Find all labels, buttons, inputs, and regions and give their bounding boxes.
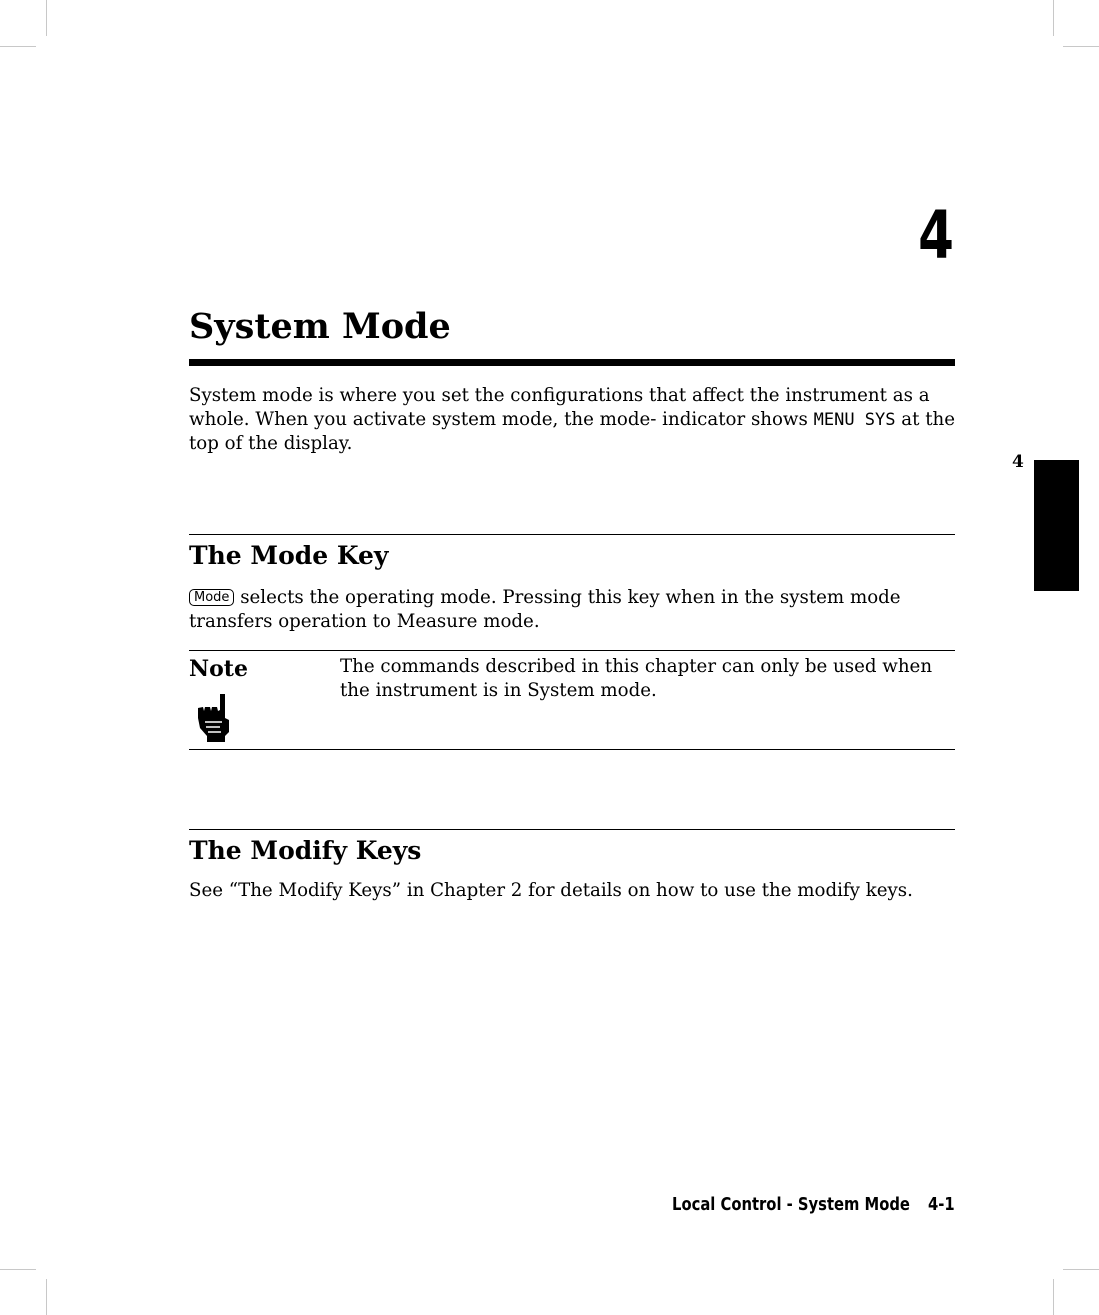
crop-mark: [46, 1279, 47, 1315]
intro-paragraph: [189, 384, 959, 456]
chapter-number: 4: [918, 197, 954, 274]
page-footer: [672, 1192, 955, 1218]
intro-text-before: System mode is where you set the configurations that affect the instrument as a whole. When you activate system mode, the mode- indicator shows: [189, 385, 930, 430]
note-label: Note: [189, 656, 248, 682]
mode-key-text: selects the operating mode. Pressing this key when in the system mode transfers operation to Measure mode.: [189, 587, 901, 632]
crop-mark: [46, 0, 47, 36]
chapter-side-tab: [1034, 460, 1079, 591]
pointing-hand-icon: [194, 692, 234, 744]
mode-key-paragraph: [189, 586, 959, 634]
mode-key-cap: Mode: [189, 589, 234, 606]
modify-keys-paragraph: See “The Modify Keys” in Chapter 2 for details on how to use the modify keys.: [189, 880, 913, 901]
crop-mark: [0, 1269, 36, 1270]
section-rule: [189, 829, 955, 830]
section-rule: [189, 534, 955, 535]
title-rule: [189, 359, 955, 366]
crop-mark: [1063, 46, 1099, 47]
crop-mark: [1053, 0, 1054, 36]
note-bottom-rule: [189, 749, 955, 750]
page-title: System Mode: [189, 306, 451, 347]
mode-indicator-code: MENU SYS: [813, 410, 896, 430]
side-tab-number: 4: [1012, 452, 1024, 472]
note-top-rule: [189, 650, 955, 651]
mode-key-heading: The Mode Key: [189, 541, 389, 570]
intro-text-after: at the top of the display.: [189, 409, 956, 454]
crop-mark: [1053, 1279, 1054, 1315]
footer-title: Local Control - System Mode: [672, 1194, 911, 1215]
page-number: 4-1: [928, 1194, 955, 1215]
crop-mark: [0, 46, 36, 47]
note-text: The commands described in this chapter can only be used when the instrument is in System mode.: [340, 656, 933, 701]
crop-mark: [1063, 1269, 1099, 1270]
modify-keys-heading: The Modify Keys: [189, 836, 422, 865]
